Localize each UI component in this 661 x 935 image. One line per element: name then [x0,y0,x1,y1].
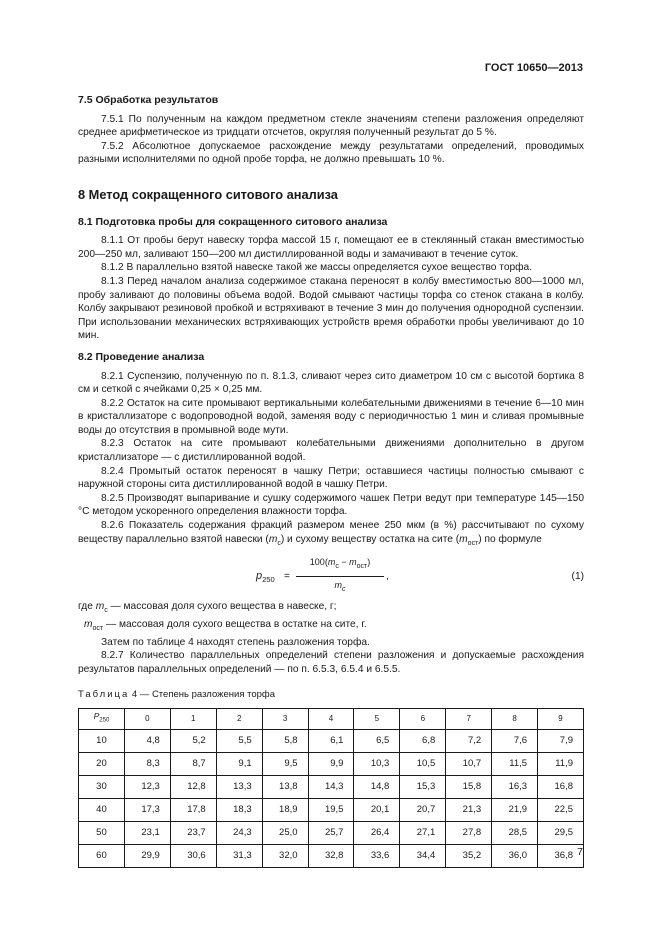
table-cell: 6,1 [308,729,354,752]
paragraph-8-2-6 [78,519,584,550]
table-cell: 7,9 [538,729,584,752]
table-cell: 31,3 [216,844,262,867]
paragraph-8-2-4: 8.2.4 Промытый остаток переносят в чашку Петри; оставшиеся частицы полностью смывают с наружной стороны сита дистиллированной водой в чашку Петри. [78,465,584,491]
table-cell: 30,6 [170,844,216,867]
table-cell: 12,3 [124,775,170,798]
table-column-header: 7 [446,708,492,729]
formula-number: (1) [571,571,584,583]
table-row [79,752,584,775]
table-cell: 12,8 [170,775,216,798]
table-row-label: 10 [79,729,125,752]
table-row [79,775,584,798]
table-caption-word: Таблица [78,689,130,701]
table-cell: 25,0 [262,821,308,844]
table-cell: 26,4 [354,821,400,844]
document-header-id: ГОСТ 10650—2013 [484,62,583,74]
paragraph-8-1-1: 8.1.1 От пробы берут навеску торфа массой 15 г, помещают ее в стеклянный стакан вместимостью 200—250 мл, заливают 150—200 мл дистиллированной воды и замачивают в течение суток. [78,235,584,260]
legend-line-mc: где $m_c$ — массовая доля сухого вещества в навеске, г; [78,601,337,615]
section-8-title: 8 Метод сокращенного ситового анализа [78,186,338,202]
table-row-label: 50 [79,821,125,844]
paragraph-7-5-1: 7.5.1 По полученным на каждом предметном стекле значениям степени разложения определяют среднее арифметическое из тридцати отсчетов, округляя полученный результат до 5 %. [78,113,584,139]
table-cell: 5,2 [170,729,216,752]
table-cell: 27,1 [400,821,446,844]
table-cell: 8,7 [170,752,216,775]
table-cell: 17,8 [170,798,216,821]
table-cell: 14,3 [308,775,354,798]
table-column-header: 3 [262,708,308,729]
paragraph-8-2-5: 8.2.5 Производят выпаривание и сушку содержимого чашек Петри ведут при температуре 145—150 °С методом ускоренного определения влажности торфа. [78,492,584,518]
table-cell: 21,9 [492,798,538,821]
table-cell: 6,8 [400,729,446,752]
table-cell: 5,8 [262,729,308,752]
table-column-header: 9 [538,708,584,729]
table-cell: 34,4 [400,844,446,867]
table-cell: 9,9 [308,752,354,775]
paragraph-8-1-3: 8.1.3 Перед началом анализа содержимое стакана переносят в колбу вместимостью 800—1000 мл, пробу заливают до половины объема водой. Водой смывают частицы торфа со стенок стакана в колбу. Колбу закрывают резиновой пробкой и встряхивают в течение 3 мин до получения однородной суспензии. При использовании механических встряхивающих устройств время обработки пробы увеличивают до 10 мин. [78,275,584,342]
table-cell: 27,8 [446,821,492,844]
table-cell: 22,5 [538,798,584,821]
table-4-caption [78,688,584,702]
table-row [79,798,584,821]
table-corner-header: $P_{250}$ [79,708,125,729]
table-cell: 28,5 [492,821,538,844]
paragraph-8-2-2: 8.2.2 Остаток на сите промывают вертикальными колебательными движениями в течение 6—10 мин в кристаллизаторе с водопроводной водой, заменяя воду с периодичностью 1 мин и сливая промывные воды до отсутствия в промывной воде мути. [78,397,584,436]
formula-comma: , [386,571,389,583]
table-cell: 18,9 [262,798,308,821]
section-7-5-title: 7.5 Обработка результатов [78,94,219,106]
table-cell: 17,3 [124,798,170,821]
table-cell: 21,3 [446,798,492,821]
table-header-row [79,708,584,729]
table-4 [78,708,584,868]
paragraph-8-2-3: 8.2.3 Остаток на сите промывают колебательными движениями дополнительно в другом кристаллизаторе — с дистиллированной водой. [78,438,584,464]
table-row [79,844,584,867]
paragraph-8-2-6-part-a: 8.2.6 Показатель содержания фракций размером менее 250 мкм (в %) рассчитывают по сухому веществу параллельно взятой навески ( [78,520,584,545]
table-cell: 20,1 [354,798,400,821]
table-column-header: 0 [124,708,170,729]
table-cell: 35,2 [446,844,492,867]
table-row-label: 20 [79,752,125,775]
table-cell: 24,3 [216,821,262,844]
table-row-label: 60 [79,844,125,867]
table-cell: 33,6 [354,844,400,867]
paragraph-8-2-6-part-b: ) и сухому веществу остатка на сите ( [280,533,460,545]
table-cell: 8,3 [124,752,170,775]
var-m: m [459,533,468,545]
table-column-header: 2 [216,708,262,729]
table-body [79,729,584,867]
table-cell: 23,7 [170,821,216,844]
table-column-header: 8 [492,708,538,729]
table-cell: 14,8 [354,775,400,798]
table-cell: 4,8 [124,729,170,752]
paragraph-8-1-2: 8.1.2 В параллельно взятой навеске такой же массы определяется сухое вещество торфа. [101,262,533,274]
table-cell: 13,8 [262,775,308,798]
paragraph-8-2-1: 8.2.1 Суспензию, полученную по п. 8.1.3, сливают через сито диаметром 10 см с высотой бортика 8 см и сеткой с ячейками 0,25 × 0,25 мм. [78,370,584,396]
table-cell: 10,3 [354,752,400,775]
formula-1 [78,556,584,596]
page-number: 7 [577,846,583,858]
formula-legend [78,600,584,635]
table-cell: 11,9 [538,752,584,775]
table-cell: 23,1 [124,821,170,844]
legend-then-table: Затем по таблице 4 находят степень разложения торфа. [101,636,370,648]
table-cell: 16,3 [492,775,538,798]
var-m: m [268,533,278,545]
paragraph-8-2-7: 8.2.7 Количество параллельных определений степени разложения и допускаемые расхождения результатов параллельных определений — по п. 6.5.3, 6.5.4 и 6.5.5. [78,650,584,675]
table-row [79,729,584,752]
table-column-header: 1 [170,708,216,729]
formula-numerator: $100(m_c - m_{ост})$ [296,556,384,576]
table-row-label: 40 [79,798,125,821]
var-m-sub: c [277,539,281,547]
table-column-header: 6 [400,708,446,729]
table-row [79,821,584,844]
page-content [78,94,584,868]
table-column-header: 5 [354,708,400,729]
table-cell: 19,5 [308,798,354,821]
table-cell: 15,3 [400,775,446,798]
formula-lhs: $p_{250}$ [256,570,275,585]
table-column-header: 4 [308,708,354,729]
table-caption-rest: 4 — Степень разложения торфа [129,689,276,701]
table-cell: 36,0 [492,844,538,867]
table-cell: 20,7 [400,798,446,821]
legend-line-most: $m_{ост}$ — массовая доля сухого вещества в остатке на сите, г. [84,618,367,632]
var-m-sub: ост [467,539,479,547]
table-cell: 9,1 [216,752,262,775]
table-cell: 16,8 [538,775,584,798]
table-cell: 18,3 [216,798,262,821]
table-cell: 29,9 [124,844,170,867]
table-cell: 7,6 [492,729,538,752]
table-cell: 11,5 [492,752,538,775]
table-cell: 7,2 [446,729,492,752]
formula-denominator: $m_c$ [334,579,346,593]
table-cell: 6,5 [354,729,400,752]
formula-equals: = [284,571,290,583]
table-cell: 10,5 [400,752,446,775]
table-cell: 25,7 [308,821,354,844]
section-8-2-title: 8.2 Проведение анализа [78,350,205,363]
table-cell: 5,5 [216,729,262,752]
paragraph-8-2-6-part-c: ) по формуле [478,533,542,545]
table-cell: 13,3 [216,775,262,798]
table-cell: 36,8 [538,844,584,867]
table-cell: 29,5 [538,821,584,844]
formula-fraction [296,556,384,596]
table-cell: 32,0 [262,844,308,867]
table-cell: 9,5 [262,752,308,775]
table-row-label: 30 [79,775,125,798]
paragraph-7-5-2: 7.5.2 Абсолютное допускаемое расхождение между результатами определений, проводимых разными исполнителями по одной пробе торфа, не должно превышать 10 %. [78,140,584,166]
table-cell: 10,7 [446,752,492,775]
table-cell: 32,8 [308,844,354,867]
table-cell: 15,8 [446,775,492,798]
section-8-1-title: 8.1 Подготовка пробы для сокращенного ситового анализа [78,215,388,228]
